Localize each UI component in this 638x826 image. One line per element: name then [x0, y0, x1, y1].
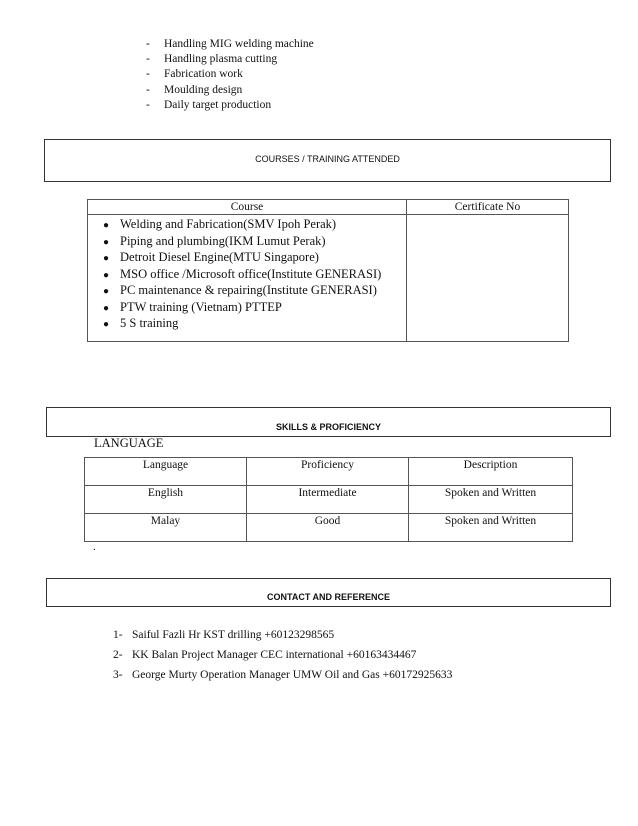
list-item: - Fabrication work [146, 68, 243, 81]
courses-section-header [44, 139, 611, 182]
duties-list [146, 37, 314, 113]
course-text: MSO office /Microsoft office(Institute GENERASI) [120, 266, 382, 281]
course-text: PTW training (Vietnam) PTTEP [120, 299, 282, 314]
course-list [88, 216, 406, 332]
course-text: Detroit Diesel Engine(MTU Singapore) [120, 250, 319, 264]
duty-text: Handling plasma cutting [164, 53, 278, 66]
bullet-icon: ● [103, 302, 110, 314]
certificate-cell [407, 215, 569, 342]
list-item: - Handling MIG welding machine [146, 38, 314, 50]
table-row [85, 514, 573, 542]
list-item [103, 315, 406, 332]
list-item [103, 266, 406, 283]
bullet-icon: ● [103, 253, 110, 264]
bullet-icon: ● [103, 319, 110, 330]
list-item [103, 249, 406, 266]
section-title: COURSES / TRAINING ATTENDED [255, 154, 400, 164]
reference-number: 3- [113, 669, 123, 681]
reference-text: KK Balan Project Manager CEC international +60163434467 [132, 649, 417, 661]
table-cell: Malay [85, 514, 247, 542]
table-cell: Good [247, 514, 409, 542]
list-item [113, 647, 452, 667]
duty-text: Moulding design [164, 83, 243, 96]
contact-section-header [46, 578, 611, 607]
table-row [85, 486, 573, 514]
list-item [103, 282, 406, 299]
duty-text: Daily target production [164, 98, 272, 111]
table-cell: English [85, 486, 247, 514]
table-header-row [85, 458, 573, 486]
table-row [88, 215, 569, 342]
duty-text: Fabrication work [164, 68, 243, 81]
table-cell: Intermediate [247, 486, 409, 514]
course-cell [88, 215, 407, 342]
bullet-icon: ● [103, 269, 110, 281]
reference-text: George Murty Operation Manager UMW Oil and Gas +60172925633 [132, 669, 453, 681]
reference-list [113, 627, 452, 687]
list-item [103, 299, 406, 316]
column-header: Language [85, 458, 247, 486]
column-header: Description [409, 458, 573, 486]
table-cell: Spoken and Written [409, 486, 573, 514]
course-text: 5 S training [120, 316, 179, 330]
list-item [113, 667, 452, 687]
list-item: - Moulding design [146, 83, 243, 96]
section-title: CONTACT AND REFERENCE [267, 592, 390, 602]
bullet-icon: ● [103, 220, 110, 231]
bullet-icon: ● [103, 286, 110, 297]
section-title: SKILLS & PROFICIENCY [275, 422, 381, 432]
column-header: Proficiency [247, 458, 409, 486]
skills-section-header [46, 407, 611, 437]
course-text: Piping and plumbing(IKM Lumut Perak) [120, 233, 326, 248]
trailing-mark: . [93, 541, 96, 553]
column-header: Certificate No [407, 200, 569, 215]
list-item [103, 233, 406, 250]
list-item: - Daily target production [146, 98, 272, 111]
language-label: LANGUAGE [94, 436, 164, 450]
table-cell: Spoken and Written [409, 514, 573, 542]
list-item [103, 216, 406, 233]
language-table [84, 457, 573, 542]
reference-number: 2- [113, 649, 123, 661]
bullet-icon: ● [103, 236, 110, 248]
course-table [87, 199, 569, 342]
list-item: - Handling plasma cutting [146, 53, 278, 66]
column-header: Course [88, 200, 407, 215]
list-item [113, 627, 452, 647]
reference-text: Saiful Fazli Hr KST drilling +60123298565 [132, 629, 335, 641]
course-text: PC maintenance & repairing(Institute GENERASI) [120, 283, 377, 297]
table-header-row [88, 200, 569, 215]
duty-text: Handling MIG welding machine [164, 38, 314, 50]
reference-number: 1- [113, 629, 123, 641]
course-text: Welding and Fabrication(SMV Ipoh Perak) [120, 217, 337, 231]
